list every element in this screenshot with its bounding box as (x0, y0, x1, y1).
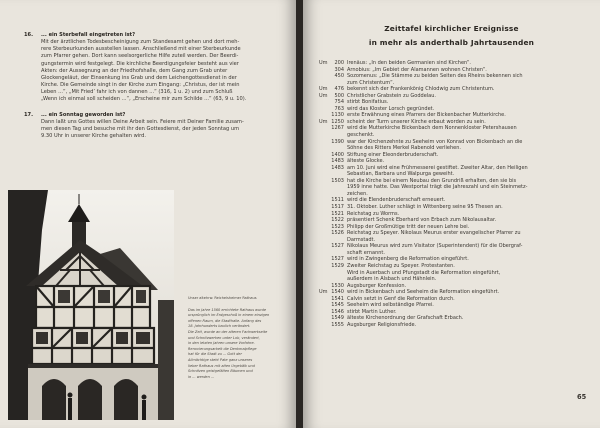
timeline-event: wird in Zwingenberg die Reformation eingeführt. (347, 256, 469, 263)
entry-line: Akten: der Aussegnung an der Friedhofshalle, dem Gang zum Grab unter (41, 67, 228, 74)
timeline-year: 1503 (331, 177, 344, 184)
entry-line: zum Pfarrer gehen. Dort kann seelsorgerliche Hilfe zuteil werden. Der Beerdi- (41, 53, 239, 60)
timeline-um (319, 322, 329, 329)
timeline-event: außerdem in Alsbach und Hähnlein. (347, 276, 437, 283)
timeline-event: Calvin setzt in Genf die Reformation durch. (347, 295, 455, 302)
timeline-event: Nikolaus Meurus wird zum Visitator (Superintendent) für die Obergraf- (347, 243, 523, 250)
entry-heading (24, 112, 286, 119)
caption-line: Allmächtige steht Pate ganz unseres (188, 357, 253, 362)
entry-line: gungstermin wird festgelegt. Die kirchliche Beerdigungsfeier besteht aus vier (41, 60, 239, 67)
timeline-row (319, 322, 591, 329)
entry-17 (24, 112, 286, 141)
left-page (0, 0, 296, 428)
entry-heading (24, 32, 286, 39)
timeline-year: 1545 (331, 302, 344, 309)
entry-line: Leben ...“, „Mit Fried’ fahr ich von dannen ...“ (316, 1 u. 2) und zum Schluß (41, 89, 233, 96)
entry-line: rere Sterbeurkunden ausstellen lassen. Anschließend mit einer Sterbeurkunde (41, 46, 241, 53)
timeline-event: Philipp der Großmütige tritt der neuen Lehre bei. (347, 223, 470, 230)
timeline-event: schaft ernannt. (347, 249, 385, 256)
timeline-event: Sebastian, Barbara und Walpurga geweiht. (347, 171, 455, 178)
timeline-um: Um (319, 60, 328, 66)
entry-16 (24, 32, 286, 104)
timeline-year: 200 (334, 60, 344, 66)
timeline-event: war der Kirchenzehnte zu Seeheim von Konrad von Bickenbach an die (347, 138, 523, 145)
entry-number: 16. (24, 32, 34, 38)
timeline-year: 304 (334, 66, 344, 73)
timeline-event: wird in Bickenbach und Seeheim die Reformation eingeführt. (347, 289, 500, 296)
timeline-um: Um (319, 289, 328, 296)
timeline-event: 1959 inne hatte. Das Westportal trägt die Jahreszahl und ein Steinmetz- (347, 184, 528, 191)
timeline-event: wird die Mutterkirche Bickenbach dem Nonnenkloster Petershausen (347, 125, 517, 132)
timeline-event: stirbt Bonifatius. (347, 99, 389, 106)
timeline-year: 1522 (331, 217, 344, 224)
timeline-event: erste Erwähnung eines Pfarrers der Bickenbacher Mutterkirche. (347, 112, 506, 119)
entry-line: Dann laßt uns Gottes willen Deine Arbeit sein. Feiere mit Deiner Familie zusam- (41, 119, 244, 126)
timeline-event: Arnobius: „Im Gebiet der Alamannen wohnen Christen“. (347, 66, 487, 73)
caption-line: und Schnitzwerken unter Lob, verändert, (188, 335, 260, 340)
caption-line: Renovierungsarbeit die Denkmalpflege (188, 346, 257, 351)
town-hall-photo (8, 190, 174, 420)
photo-caption (188, 296, 288, 380)
timeline-event: bekennt sich der Frankenkönig Chlodwig zum Christentum. (347, 86, 495, 93)
timeline-year: 1483 (331, 158, 344, 165)
entry-line: „Wenn ich einmal soll scheiden ...“, „Erscheine mir zum Schilde ...“ (63, 9 u. 10). (41, 96, 247, 103)
timeline-event: Christlicher Grabstein zu Goddelau. (347, 92, 436, 99)
timeline-event: Augsburger Religionsfriede. (347, 321, 417, 328)
entry-line: men diesen Tag und besuche mit ihr den Gottesdienst, der jeden Sonntag um (41, 126, 240, 133)
timeline-event: geschenkt. (347, 132, 375, 139)
entry-number: 17. (24, 112, 34, 118)
timeline-event: am 10. Juni wird eine Frühmesserei gestiftet. Zweiter Altar, den Heiligen (347, 164, 528, 171)
timeline-event: Reichstag zu Worms. (347, 210, 400, 217)
caption-line: 18. Jahrhunderts baulich verändert. (188, 324, 251, 329)
timeline-year: 1540 (331, 289, 344, 296)
timeline-title: Zeittafel kirchlicher Ereignisse (384, 24, 519, 33)
timeline-year: 1527 (331, 256, 344, 263)
timeline-year: 1483 (331, 164, 344, 171)
timeline-event: älteste Glocke. (347, 158, 385, 165)
entry-line: Mit der ärztlichen Todesbescheinigung zum Standesamt gehen und dort meh- (41, 39, 240, 46)
timeline-um: Um (319, 118, 328, 125)
timeline-event: Söhne des Ritters Merkel Rabenold verliehen. (347, 145, 462, 152)
timeline-event: Wird in Auerbach und Pfungstadt die Reformation eingeführt, (347, 269, 501, 276)
timeline-event: stirbt Martin Luther. (347, 308, 397, 315)
timeline-event: Sozomenus: „Die Stämme zu beiden Seiten des Rheins bekennen sich (347, 73, 523, 80)
caption-line: in ... werden ... (188, 374, 215, 379)
timeline-year: 476 (334, 86, 344, 93)
timeline-year: 1517 (331, 204, 344, 211)
timeline-year: 1400 (331, 151, 344, 158)
timeline-year: 1529 (331, 262, 344, 269)
timeline-year: 450 (334, 73, 344, 80)
timeline-year: 754 (334, 99, 344, 106)
timeline-event: zum Christentum“. (347, 79, 395, 86)
caption-line: lieber Rathaus mit alten Urgebälk und (188, 363, 255, 368)
timeline-year: 1250 (331, 118, 344, 125)
entry-body (24, 119, 286, 140)
timeline-event: Zweiter Reichstag zu Speyer. Protestanten. (347, 262, 455, 269)
timeline-year: 1523 (331, 223, 344, 230)
entry-line: Glockengeläut, der Einsenkung ins Grab und dem Leichengottesdienst in der (41, 74, 237, 81)
timeline-event: Stiftung einer Eleonderbruderschaft. (347, 151, 439, 158)
timeline-event: 31. Oktober. Luther schlägt in Wittenberg seine 95 Thesen an. (347, 204, 503, 211)
entry-line: 9.30 Uhr in unserer Kirche gehalten wird. (41, 133, 147, 140)
timeline-subtitle: in mehr als anderthalb Jahrtausenden (368, 38, 535, 47)
timeline-event: hat die Kirche bei einem Neubau den Grundriß erhalten, den sie bis (347, 177, 517, 184)
caption-line: hat für die Stadt zu ... Gott der (188, 352, 242, 357)
caption-line: offenen Raum, die Stadthalle. Anfang des (188, 318, 262, 323)
timeline-event: Augsburger Konfession. (347, 282, 407, 289)
timeline-year: 763 (334, 105, 344, 112)
caption-body (188, 308, 288, 381)
caption-line: Schnitzen geistgefälten Bäumen und (188, 369, 253, 374)
timeline-year: 1541 (331, 295, 344, 302)
timeline-event: zeichen. (347, 190, 368, 197)
timeline-year: 1130 (331, 112, 344, 119)
timeline-year: 1546 (331, 308, 344, 315)
timeline-event: Reichstag zu Speyer. Nikolaus Meurus erster evangelischer Pfarrer zu (347, 230, 521, 237)
timeline-year: 1555 (331, 321, 344, 328)
timeline-event: scheint der Turm unserer Kirche erbaut worden zu sein. (347, 118, 486, 125)
book-gutter (296, 0, 303, 428)
timeline-event: präsentiert Schenk Eberhard von Erbach zum Nikolausaltar. (347, 217, 497, 224)
caption-line: ursprünglich im Erdgeschoß in einem einzigen (188, 313, 270, 318)
timeline-um: Um (319, 92, 328, 99)
entry-line: Kirche. Die Gemeinde singt in der Kirche zum Eingang: „Christus, der ist mein (41, 82, 240, 89)
timeline-um: Um (319, 86, 328, 93)
entry-title: ... ein Sterbefall eingetreten ist? (41, 32, 136, 38)
timeline-year: 1549 (331, 315, 344, 322)
entry-title: ... ein Sonntag geworden ist? (41, 112, 126, 118)
timeline-event: wird die Elendenbruderschaft erneuert. (347, 197, 446, 204)
timeline-event: wird das Kloster Lorsch gegründet. (347, 105, 435, 112)
entry-body (24, 39, 286, 103)
caption-title: Unser altehrw. Reichelsheimer Rathaus (188, 296, 257, 300)
timeline-year: 1390 (331, 138, 344, 145)
timeline-event: Darmstadt. (347, 236, 376, 243)
timeline-year: 500 (334, 92, 344, 99)
caption-line: Die Zeit, wurde an der alteren Fachwerkseite (188, 329, 268, 334)
timeline-year: 1267 (331, 125, 344, 132)
timeline-year: 1527 (331, 243, 344, 250)
timeline-event: Seeheim wird selbständige Pfarrei. (347, 302, 434, 309)
timeline-year: 1526 (331, 230, 344, 237)
timeline-list (319, 60, 591, 328)
page-number: 65 (577, 393, 587, 401)
timeline-event: älteste Kirchenordnung der Grafschaft Erbach. (347, 315, 464, 322)
right-page (303, 0, 600, 428)
timeline-event: Irenäus: „In den beiden Germanien sind Kirchen“. (347, 60, 472, 66)
caption-line: in den letzten Jahren unsere Vorfahre. (188, 341, 255, 346)
timeline-year: 1511 (331, 197, 344, 204)
caption-line: Das im Jahre 1560 errichtete Rathaus wurde (188, 307, 267, 312)
timeline-year: 1530 (331, 282, 344, 289)
timeline-year: 1521 (331, 210, 344, 217)
